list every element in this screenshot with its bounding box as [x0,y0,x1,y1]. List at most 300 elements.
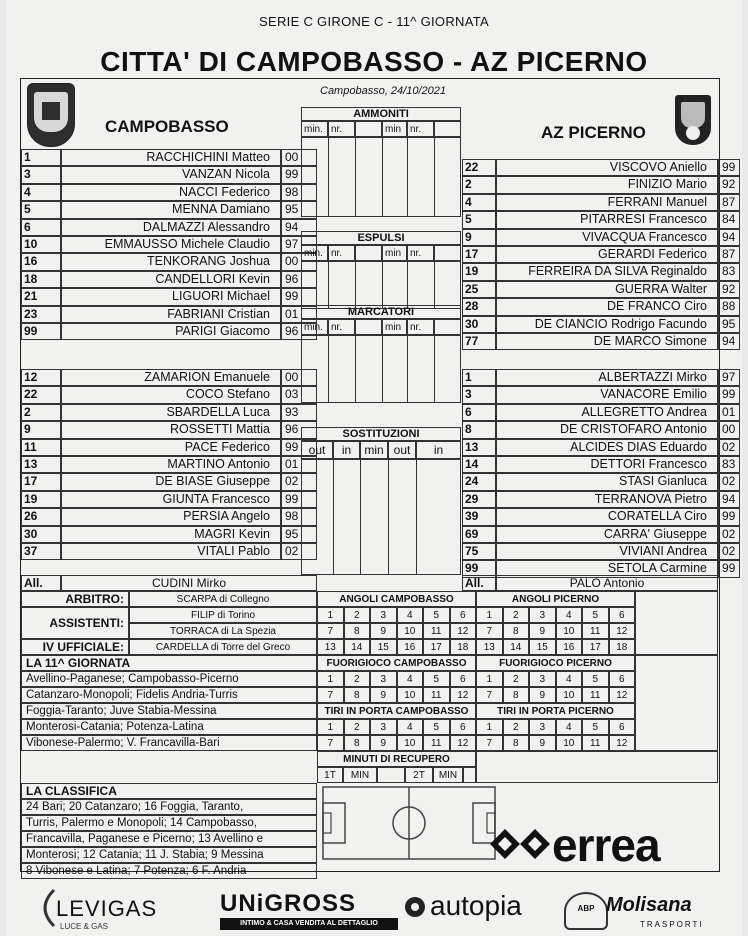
grid-line [382,261,383,309]
section-body [301,459,461,575]
grid-line [407,335,408,403]
player-name: GIUNTA Francesco [61,491,281,508]
player-name: DALMAZZI Alessandro [61,219,281,236]
player-name: FINIZIO Mario [496,176,718,193]
away-coach: PALO Antonio [496,575,718,591]
stat-cell: 15 [370,639,397,655]
stat-cell: 2 [344,719,371,735]
stat-cell: 4 [397,719,424,735]
classifica-row: Monterosi; 12 Catania; 11 J. Stabia; 9 Messina [21,847,317,863]
stat-cell: 7 [317,687,344,703]
stat-cell: 12 [450,687,477,703]
column-header [434,245,461,261]
stat-cell: 11 [423,623,450,639]
stat-cell: 8 [503,623,530,639]
player-name: ALCIDES DIAS Eduardo [496,439,718,456]
player-number: 6 [462,404,496,421]
stat-cell: 14 [344,639,371,655]
stat-cell: 12 [609,623,636,639]
player-name: EMMAUSSO Michele Claudio [61,236,281,253]
grid-line [407,261,408,309]
column-header: in [416,441,461,459]
assistente-2: TORRACA di La Spezia [129,623,317,639]
stat-cell: 12 [609,735,636,751]
stat-cell: 7 [476,735,503,751]
player-birth-year: 99 [281,288,317,305]
player-birth-year: 02 [718,439,740,456]
player-name: NACCI Federico [61,184,281,201]
stat-cell: 1 [476,607,503,623]
stat-cell: 10 [397,623,424,639]
player-name: VANACORE Emilio [496,386,718,403]
player-birth-year: 00 [281,149,317,166]
player-birth-year: 97 [281,236,317,253]
player-name: SETOLA Carmine [496,560,718,577]
stat-cell: 13 [476,639,503,655]
player-birth-year: 99 [718,508,740,525]
giornata-row: Catanzaro-Monopoli; Fidelis Andria-Turris [21,687,317,703]
away-coach-label: All. [462,575,496,591]
player-number: 39 [462,508,496,525]
player-name: MARTINO Antonio [61,456,281,473]
campobasso-crest-icon [27,83,75,147]
levigas-subtitle: LUCE & GAS [60,922,109,931]
player-number: 5 [462,211,496,228]
stat-cell: 1 [317,719,344,735]
player-birth-year: 99 [281,491,317,508]
stat-cell: 6 [609,671,636,687]
player-number: 9 [462,229,496,246]
player-number: 13 [21,456,61,473]
player-name: CARRA' Giuseppe [496,526,718,543]
grid-line [355,261,356,309]
player-birth-year: 01 [281,306,317,323]
column-header: nr. [328,319,355,335]
player-name: STASI Gianluca [496,473,718,490]
player-number: 19 [21,491,61,508]
stat-cell: 5 [582,671,609,687]
player-number: 3 [462,386,496,403]
stat-cell: 16 [556,639,583,655]
stat-cell: 4 [397,607,424,623]
stat-cell: 17 [423,639,450,655]
unigross-subtitle: INTIMO & CASA VENDITA AL DETTAGLIO [220,918,398,930]
player-name: VIVIANI Andrea [496,543,718,560]
assistente-1: FILIP di Torino [129,607,317,623]
levigas-swirl-icon [34,888,58,928]
molisana-wordmark: Molisana [606,894,692,916]
player-name: DE FRANCO Ciro [496,298,718,315]
stat-cell: 2 [344,671,371,687]
column-header [355,319,382,335]
player-birth-year: 03 [281,386,317,403]
column-header [355,245,382,261]
player-name: ALBERTAZZI Mirko [496,369,718,386]
grid-line [434,335,435,403]
giornata-row: Monterosi-Catania; Potenza-Latina [21,719,317,735]
player-name: DETTORI Francesco [496,456,718,473]
player-birth-year: 02 [281,473,317,490]
stat-cell: 3 [370,607,397,623]
player-birth-year: 95 [281,526,317,543]
player-number: 26 [21,508,61,525]
arbitro-label: ARBITRO: [21,591,129,607]
player-number: 14 [462,456,496,473]
classifica-row: 24 Bari; 20 Catanzaro; 16 Foggia, Taranto, [21,799,317,815]
player-number: 4 [462,194,496,211]
grid-line [382,137,383,217]
column-header: min [382,319,407,335]
player-birth-year: 99 [718,159,740,176]
player-name: VISCOVO Aniello [496,159,718,176]
classifica-row: Turris, Palermo e Monopoli; 14 Campobasso, [21,815,317,831]
stat-cell: 10 [556,735,583,751]
stat-cell: 3 [529,671,556,687]
grid-line [382,335,383,403]
stat-cell: 9 [370,735,397,751]
stat-cell: 11 [582,623,609,639]
player-number: 5 [21,201,61,218]
classifica-row: 8 Vibonese e Latina; 7 Potenza; 6 F. Andria [21,863,317,879]
stat-cell: 9 [370,623,397,639]
recupero-blank [476,751,718,783]
autopia-wheel-icon [404,896,426,918]
player-birth-year: 93 [281,404,317,421]
stat-cell: 1 [317,671,344,687]
player-name: DE BIASE Giuseppe [61,473,281,490]
stat-cell: 9 [370,687,397,703]
section-header: SOSTITUZIONI [301,427,461,441]
pitch-icon [321,785,497,861]
stat-cell: 11 [582,735,609,751]
stat-cell: 7 [317,735,344,751]
molisana-subtitle: TRASPORTI [640,920,704,929]
stat-cell: 2 [503,719,530,735]
player-number: 69 [462,526,496,543]
stat-cell: 8 [503,687,530,703]
stat-cell: 2 [503,607,530,623]
stat-cell: 12 [450,735,477,751]
away-team-name: AZ PICERNO [541,123,646,142]
stat-cell: 7 [476,623,503,639]
player-number: 18 [21,271,61,288]
stat-cell: 8 [344,623,371,639]
column-header [434,121,461,137]
player-number: 1 [21,149,61,166]
section-body [301,137,461,217]
stat-cell: 14 [503,639,530,655]
stat-cell: 3 [529,719,556,735]
player-name: ROSSETTI Mattia [61,421,281,438]
stat-cell: 11 [423,687,450,703]
player-name: CORATELLA Ciro [496,508,718,525]
column-header: min. [301,245,328,261]
abp-badge: ABP [564,892,608,930]
player-birth-year: 92 [718,176,740,193]
player-number: 12 [21,369,61,386]
column-header: min. [301,319,328,335]
grid-line [328,335,329,403]
player-birth-year: 94 [281,219,317,236]
place-date: Campobasso, 24/10/2021 [320,85,446,97]
section-header: MARCATORI [301,305,461,319]
player-name: ZAMARION Emanuele [61,369,281,386]
recupero-title: MINUTI DI RECUPERO [317,751,476,767]
stat-cell: 11 [582,687,609,703]
grid-line [434,137,435,217]
player-name: DE CRISTOFARO Antonio [496,421,718,438]
stat-title: ANGOLI PICERNO [476,591,635,607]
stat-cell: 8 [344,735,371,751]
stat-cell: 5 [423,719,450,735]
player-name: CANDELLORI Kevin [61,271,281,288]
player-name: PARIGI Giacomo [61,323,281,340]
stat-cell: 12 [450,623,477,639]
stat-cell: 15 [529,639,556,655]
player-number: 24 [462,473,496,490]
player-name: DE MARCO Simone [496,333,718,350]
column-header [355,121,382,137]
player-number: 99 [21,323,61,340]
stat-cell: 2 [344,607,371,623]
player-name: MAGRI Kevin [61,526,281,543]
match-sheet [6,0,742,936]
stat-cell: 5 [582,719,609,735]
stat-cell: 2 [503,671,530,687]
unigross-wordmark: UNiGROSS [220,890,357,917]
stat-cell: 17 [582,639,609,655]
player-number: 99 [462,560,496,577]
player-birth-year: 99 [718,560,740,577]
player-number: 17 [21,473,61,490]
player-number: 17 [462,246,496,263]
column-header: in [333,441,360,459]
player-birth-year: 02 [718,526,740,543]
column-header: nr. [407,245,434,261]
home-coach: CUDINI Mirko [61,575,317,591]
player-name: PITARRESI Francesco [496,211,718,228]
match-title: CITTA' DI CAMPOBASSO - AZ PICERNO [100,46,648,77]
stat-cell: 6 [450,607,477,623]
player-birth-year: 02 [718,473,740,490]
section-body [301,261,461,309]
section-header: ESPULSI [301,231,461,245]
column-header: nr. [328,245,355,261]
classifica-row: Francavilla, Paganese e Picerno; 13 Avellino e [21,831,317,847]
grid-line [434,261,435,309]
stat-cell: 12 [609,687,636,703]
stat-cell: 3 [529,607,556,623]
player-name: TERRANOVA Pietro [496,491,718,508]
player-birth-year: 94 [718,229,740,246]
home-coach-label: All. [21,575,61,591]
stat-cell: 9 [529,735,556,751]
player-birth-year: 00 [281,253,317,270]
player-birth-year: 00 [718,421,740,438]
stat-cell: 11 [423,735,450,751]
column-header: out [388,441,416,459]
stat-cell: 10 [397,687,424,703]
picerno-crest-icon [675,95,711,145]
errea-logo [490,819,710,871]
stat-title: TIRI IN PORTA PICERNO [476,703,635,719]
player-number: 75 [462,543,496,560]
recupero-cell: MIN [343,767,377,783]
player-name: VITALI Pablo [61,543,281,560]
column-header: min. [301,121,328,137]
player-number: 37 [21,543,61,560]
stat-cell: 5 [423,607,450,623]
player-birth-year: 83 [718,263,740,280]
stat-cell: 8 [344,687,371,703]
section-header: AMMONITI [301,107,461,121]
stat-cell: 6 [609,607,636,623]
column-header: out [301,441,333,459]
stat-cell: 5 [423,671,450,687]
player-number: 10 [21,236,61,253]
stat-cell: 7 [317,623,344,639]
grid-line [355,137,356,217]
stat-cell: 9 [529,623,556,639]
player-birth-year: 02 [718,543,740,560]
player-birth-year: 94 [718,491,740,508]
player-number: 28 [462,298,496,315]
player-number: 25 [462,281,496,298]
player-name: VIVACQUA Francesco [496,229,718,246]
stat-cell: 4 [397,671,424,687]
stat-blank [635,655,718,751]
stat-cell: 1 [476,719,503,735]
player-number: 13 [462,439,496,456]
player-birth-year: 94 [718,333,740,350]
errea-wordmark: errea [552,819,660,871]
stat-title: FUORIGIOCO PICERNO [476,655,635,671]
player-birth-year: 96 [281,421,317,438]
grid-line [328,137,329,217]
stat-cell: 4 [556,671,583,687]
player-birth-year: 99 [281,166,317,183]
player-name: MENNA Damiano [61,201,281,218]
levigas-wordmark: LEVIGAS [56,896,158,921]
player-number: 77 [462,333,496,350]
player-name: DE CIANCIO Rodrigo Facundo [496,316,718,333]
player-number: 22 [21,386,61,403]
player-birth-year: 96 [281,271,317,288]
stat-blank [635,591,718,655]
column-header: min [382,245,407,261]
giornata-row: Vibonese-Palermo; V. Francavilla-Bari [21,735,317,751]
stat-cell: 9 [529,687,556,703]
stat-cell: 10 [556,687,583,703]
player-name: VANZAN Nicola [61,166,281,183]
section-body [301,335,461,403]
stat-cell: 4 [556,607,583,623]
giornata-row: Foggia-Taranto; Juve Stabia-Messina [21,703,317,719]
grid-line [328,261,329,309]
player-birth-year: 00 [281,369,317,386]
player-birth-year: 95 [281,201,317,218]
player-birth-year: 88 [718,298,740,315]
stat-cell: 1 [476,671,503,687]
column-header: min [382,121,407,137]
player-birth-year: 99 [718,386,740,403]
giornata-row: Avellino-Paganese; Campobasso-Picerno [21,671,317,687]
player-birth-year: 02 [281,543,317,560]
player-number: 4 [21,184,61,201]
player-birth-year: 96 [281,323,317,340]
player-birth-year: 95 [718,316,740,333]
column-header [434,319,461,335]
recupero-cell: 1T [317,767,343,783]
home-team-name: CAMPOBASSO [105,117,229,136]
player-name: LIGUORI Michael [61,288,281,305]
player-name: FABRIANI Cristian [61,306,281,323]
iv-ufficiale-name: CARDELLA di Torre del Greco [129,639,317,655]
stat-cell: 7 [476,687,503,703]
player-number: 8 [462,421,496,438]
player-number: 21 [21,288,61,305]
stat-cell: 10 [556,623,583,639]
stat-cell: 18 [609,639,636,655]
grid-line [360,459,361,575]
player-number: 30 [21,526,61,543]
recupero-cell [377,767,405,783]
player-birth-year: 99 [281,439,317,456]
player-name: ALLEGRETTO Andrea [496,404,718,421]
player-name: FERRANI Manuel [496,194,718,211]
column-header: nr. [407,319,434,335]
player-birth-year: 92 [718,281,740,298]
player-name: SBARDELLA Luca [61,404,281,421]
stat-cell: 10 [397,735,424,751]
player-birth-year: 83 [718,456,740,473]
player-birth-year: 98 [281,184,317,201]
sponsor-bar [34,886,724,934]
player-number: 29 [462,491,496,508]
stat-title: FUORIGIOCO CAMPOBASSO [317,655,476,671]
player-number: 22 [462,159,496,176]
column-header: nr. [407,121,434,137]
stat-cell: 13 [317,639,344,655]
player-name: GERARDI Federico [496,246,718,263]
stat-title: ANGOLI CAMPOBASSO [317,591,476,607]
player-number: 16 [21,253,61,270]
recupero-cell: 2T [405,767,433,783]
grid-line [355,335,356,403]
recupero-cell: MIN [433,767,463,783]
player-name: TENKORANG Joshua [61,253,281,270]
giornata-title: LA 11^ GIORNATA [21,655,317,671]
player-name: GUERRA Walter [496,281,718,298]
player-number: 30 [462,316,496,333]
player-number: 6 [21,219,61,236]
player-name: FERREIRA DA SILVA Reginaldo [496,263,718,280]
player-birth-year: 01 [718,404,740,421]
autopia-wordmark: autopia [430,890,522,921]
competition-label: SERIE C GIRONE C - 11^ GIORNATA [259,14,489,29]
player-birth-year: 97 [718,369,740,386]
grid-line [388,459,389,575]
stat-cell: 4 [556,719,583,735]
classifica-title: LA CLASSIFICA [21,783,317,799]
stat-cell: 8 [503,735,530,751]
column-header: nr. [328,121,355,137]
match-frame [20,78,736,877]
grid-line [407,137,408,217]
player-name: PACE Federico [61,439,281,456]
stat-cell: 18 [450,639,477,655]
player-number: 1 [462,369,496,386]
